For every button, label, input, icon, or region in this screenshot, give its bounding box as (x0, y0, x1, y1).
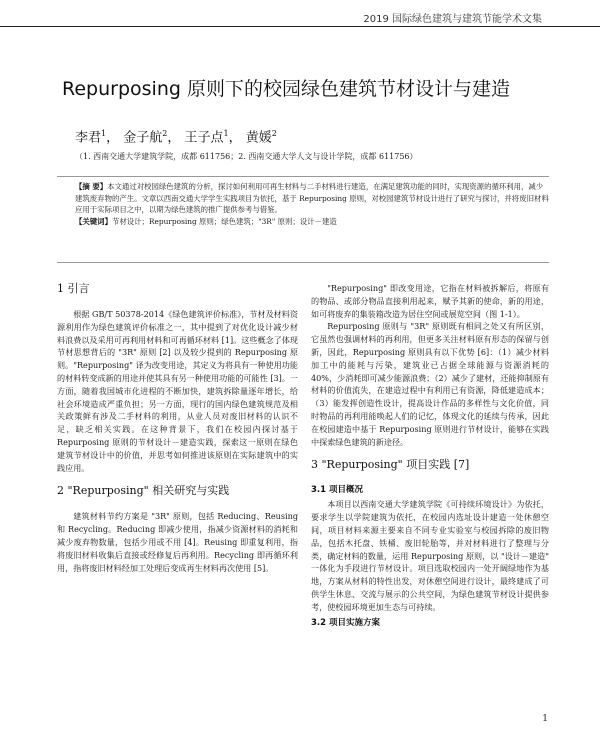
author-name: 金子航 (123, 130, 163, 146)
abstract-label: 【摘 要】 (75, 182, 108, 191)
author-list: 李君$^1$， 金子航$^2$， 王子点$^1$， 黄媛$^2$ (75, 129, 277, 146)
abstract-bottom-rule (57, 262, 549, 263)
author-name: 黄媛 (245, 130, 272, 146)
author-affiliation-mark: 1 (223, 129, 229, 138)
page-number: 1 (542, 714, 548, 724)
section-heading: 1 引言 (57, 282, 90, 295)
abstract-top-rule (57, 176, 549, 177)
keywords (75, 216, 549, 228)
section-heading: 3 "Repurposing" 项目实践 [7] (311, 458, 470, 472)
author-affiliation-mark: 2 (271, 129, 277, 138)
right-column (311, 282, 549, 631)
body-paragraph: Repurposing 原则与 "3R" 原则既有相同之处又有所区别，它虽然也强调材料的再利用，但更多关注材料原有形态的保留与创新，因此，Repurposing 原则具有以下优势 [6]：（1）减少材料加工中的能耗与污染，建筑业已占据全球能源与资源消耗的 40%，少消耗即可减少能源浪费；（2）减少了建材，还能抑制原有材料的价值流失，在建造过程中有利用已有资源，降低建造成本；（3）能发挥创造性设计，提高设计作品的多样性与文化价值，同时物品的再利用能唤起人们的记忆，体现文化的延续与传承，因此在校园建造中基于 Repurposing 原则进行节材设计，能够在实践中探索绿色建筑的新途径。 (311, 321, 549, 447)
author-affiliation-mark: 2 (162, 129, 168, 138)
section-heading: 2 "Repurposing" 相关研究与实践 (57, 484, 230, 498)
header-rule (0, 26, 600, 27)
body-paragraph: 建筑材料节约方案是 "3R" 原则，包括 Reducing、Reusing 和 Recycling。Reducing 即减少使用，指减少资源材料的消耗和减少废弃物数量，包括少用或不用 [4]。Reusing 即重复利用，指将废旧材料收集后直接或经修复后再利用。Recycling 即再循环利用，指将废旧材料经加工处理后变成再生材料再次使用 [5]。 (57, 511, 298, 573)
author-affiliation-mark: 1 (101, 129, 107, 138)
paper-title: Repurposing 原则下的校园绿色建筑节材设计与建造 (62, 78, 510, 100)
keywords-label: 【关键词】 (75, 216, 112, 226)
left-column (57, 282, 298, 574)
body-paragraph: 本项目以西南交通大学建筑学院《可持续环境设计》为依托，要求学生以学院建筑为依托，在校园内选址设计建造一处休憩空间，项目材料来源主要来自不同专业实验室与校园拆除的废旧物品，包括木托盘、铁桶、废旧轮胎等，并对材料进行了整理与分类，确定材料的数量，运用 Repurposing 原则，以 "设计－建造" 一体化为手段进行节材设计。项目选取校园内一处开阔绿地作为基地，方案从材料的特性出发，对休憩空间进行设计，最终建成了可供学生休息、交流与展示的公共空间，为绿色建筑节材设计提供参考，使校园环境更加生态与可持续。 (311, 499, 549, 612)
running-header (0, 0, 600, 28)
body-paragraph: "Repurposing" 即改变用途，它指在材料被拆解后，将原有的物品、或部分物品直接利用起来，赋予其新的使命，新的用途，如可将废弃的集装箱改造为居住空间或展览空间（图 1-1）。 (311, 283, 549, 319)
subsection-heading: 3.1 项目概况 (311, 485, 364, 496)
affiliations: （1. 西南交通大学建筑学院，成都 611756；2. 西南交通大学人文与设计学院，成都 611756） (75, 152, 418, 161)
keywords-text: 节材设计；Repurposing 原则；绿色建筑；"3R" 原则；设计－建造 (111, 216, 337, 226)
abstract (75, 181, 549, 216)
running-title: 2019 国际绿色建筑与建筑节能学术文集 (363, 14, 542, 25)
author-name: 李君 (75, 130, 102, 146)
abstract-block (75, 181, 549, 227)
abstract-text: 本文通过对校园绿色建筑的分析，探讨如何利用可再生材料与二手材料进行建造，在满足建筑功能的同时，实现资源的循环利用，减少建筑废弃物的产生。文章以西南交通大学学生实践项目为依托，基于 Repurposing 原则，对校园建筑节材设计进行了研究与探讨，并将废旧材料应用于实际项目之中，以期为绿色建筑的推广提供参考与借鉴。 (75, 182, 549, 214)
body-paragraph: 根据 GB/T 50378-2014《绿色建筑评价标准》，节材及材料资源利用作为绿色建筑评价标准之一，其中提到了对优化设计减少材料浪费以及采用可再利用材料和可再循环材料 [1]。这些概念了体现节材思想背后的 "3R" 原则 [2] 以及较少提到的 Repurposing 原则。"Repurposing" 译为改变用途，其定义为将具有一种使用功能的材料转变成新的用途并使其具有另一种使用功能的可能性 [3]。一方面，随着我国城市化进程的不断加快，建筑拆除量逐年增长，给社会环境造成严重负担；另一方面，现行的国内绿色建筑规范及相关政策鲜有涉及二手材料的利用，从业人员对废旧材料的认识不足，缺乏相关实践。在这种背景下，我们在校园内探讨基于 Repurposing 原则的节材设计－建造实践，探索这一原则在绿色建筑节材设计中的价值，并思考如何推进该原则在实际建筑中的实践应用。 (57, 309, 298, 473)
author-name: 王子点 (184, 130, 224, 146)
subsection-heading: 3.2 项目实施方案 (311, 617, 381, 628)
